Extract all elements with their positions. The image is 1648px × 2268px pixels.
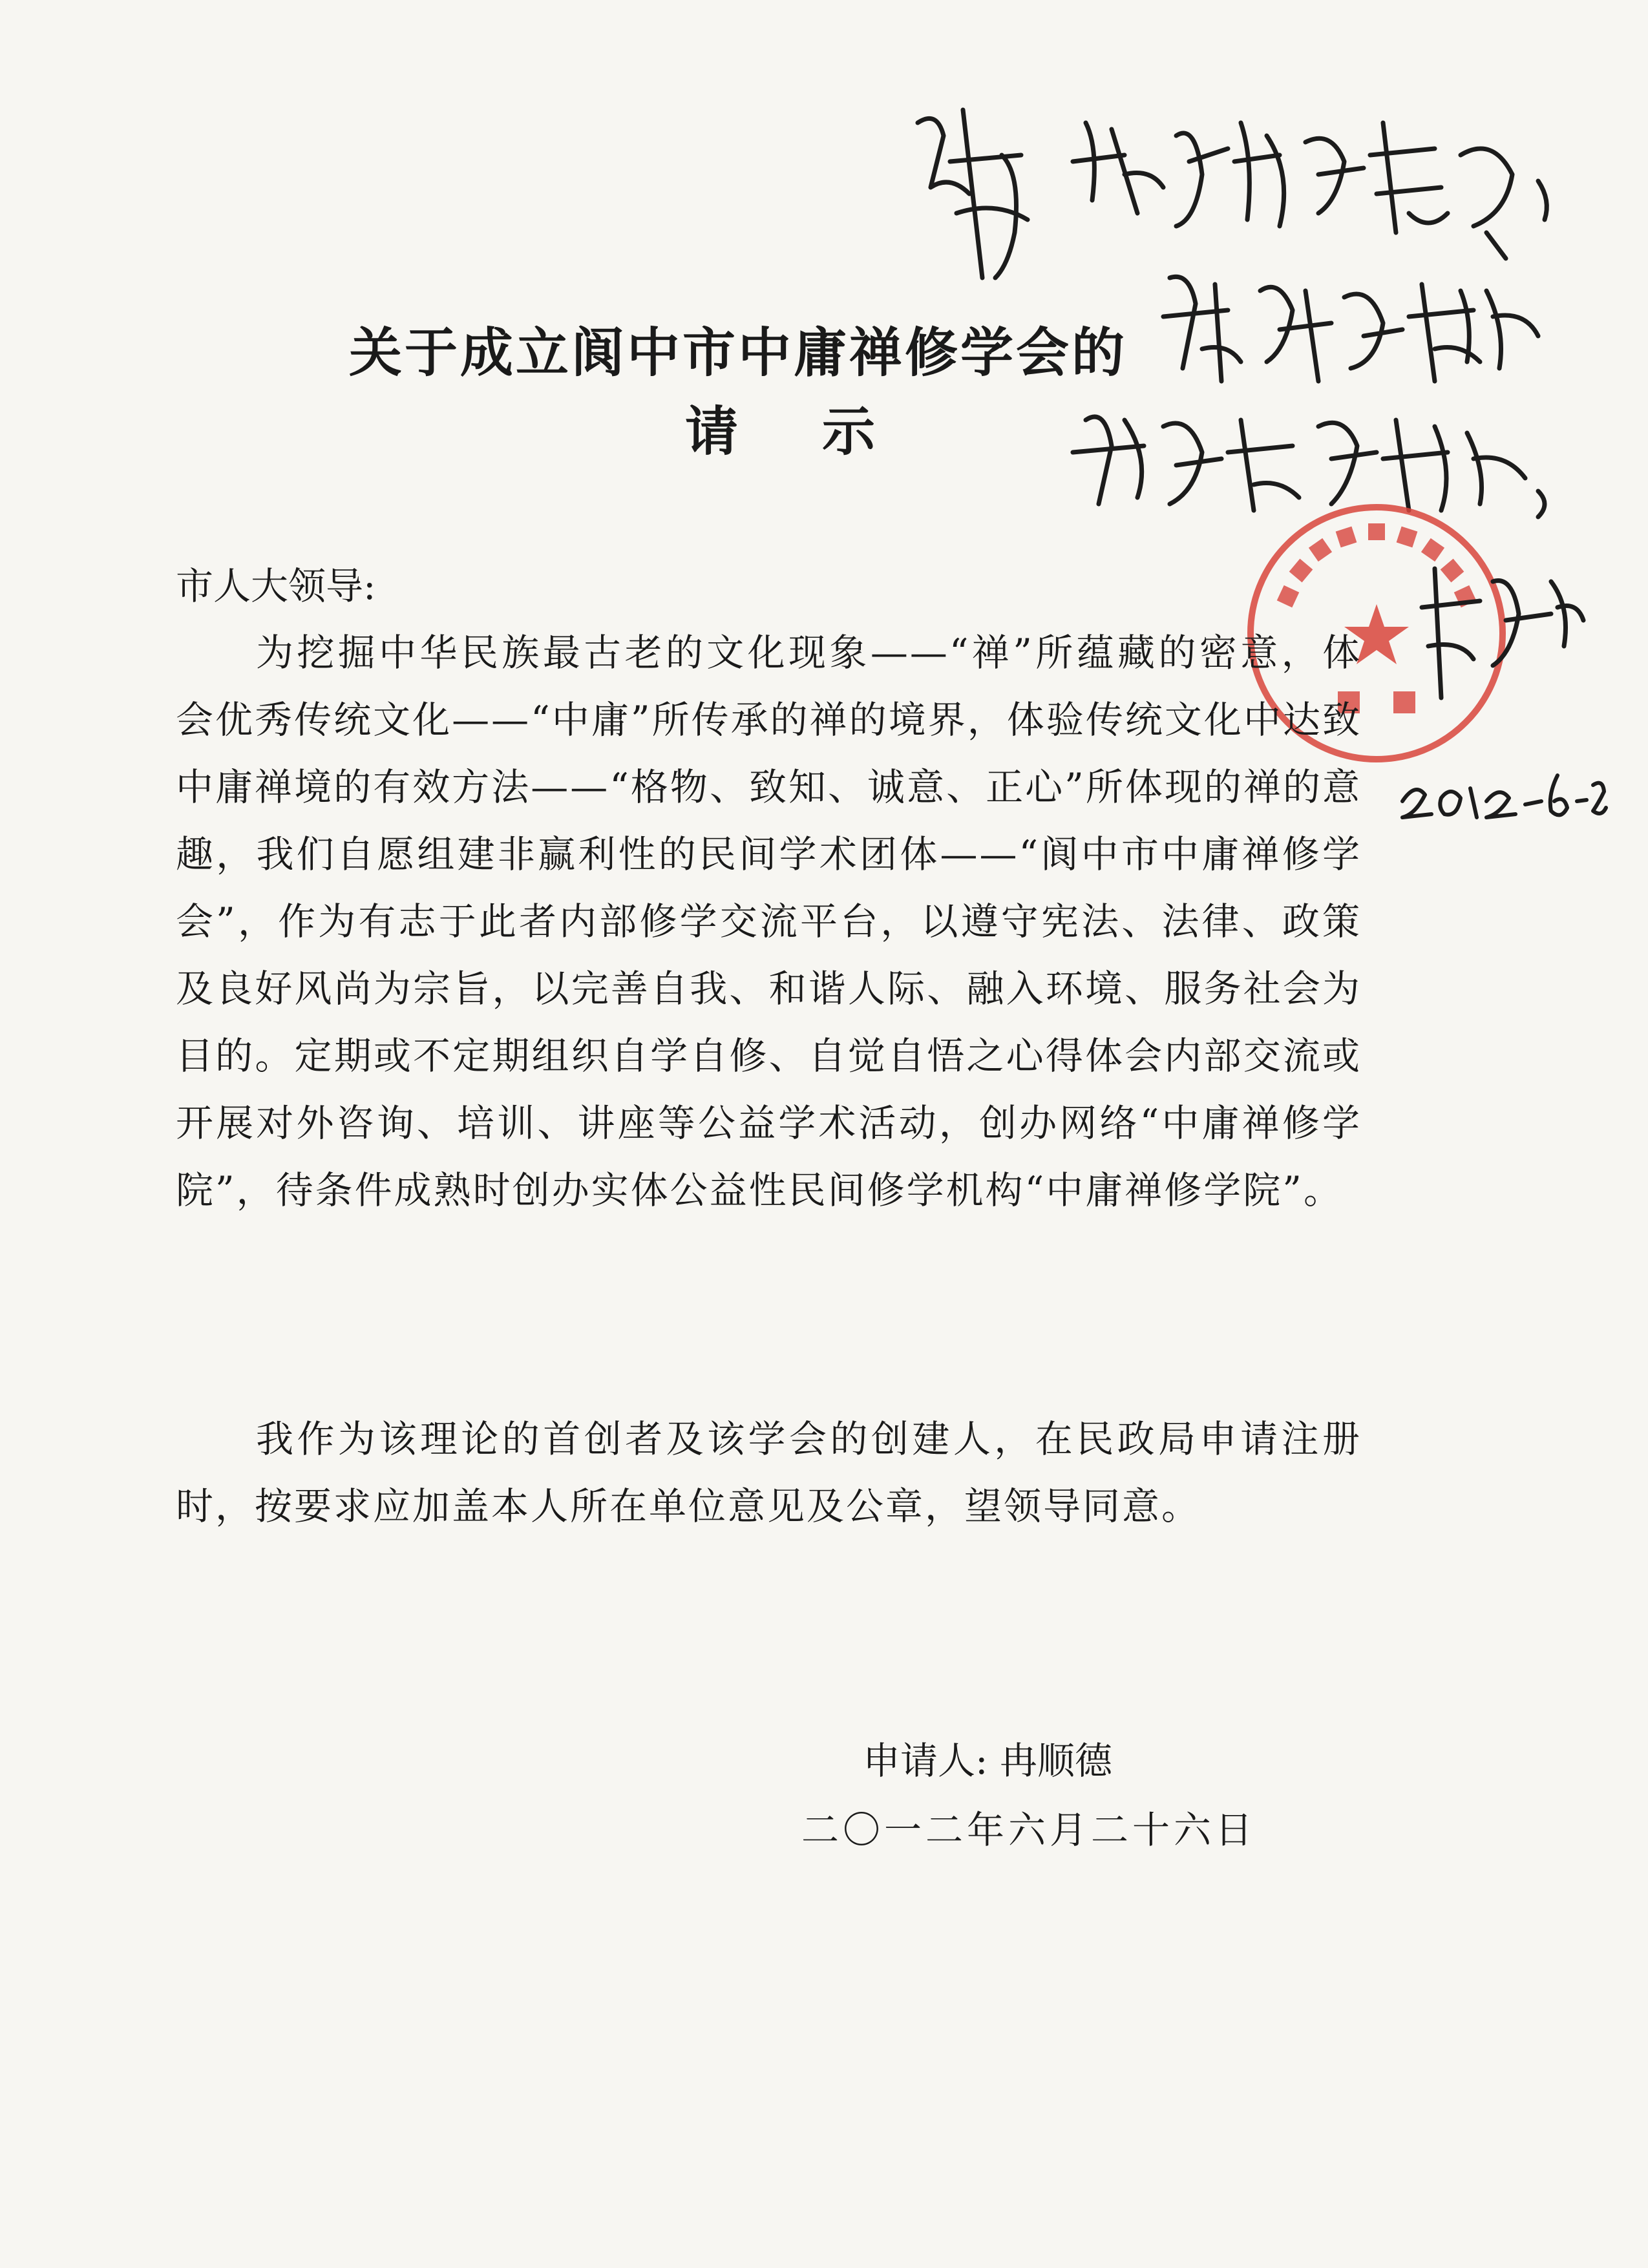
handwritten-date [1396, 750, 1609, 827]
body-paragraph-1: 为挖掘中华民族最古老的文化现象——“禅”所蕴藏的密意，体会优秀传统文化——“中庸”所传承的禅的境界，体验传统文化中达致中庸禅境的有效方法——“格物、致知、诚意、正心”所体现的禅的意趣，我们自愿组建非赢利性的民间学术团体——“阆中市中庸禅修学会”，作为有志于此者内部修学交流平台，以遵守宪法、法律、政策及良好风尚为宗旨，以完善自我、和谐人际、融入环境、服务社会为目的。定期或不定期组织自学自修、自觉自悟之心得体会内部交流或开展对外咨询、培训、讲座等公益学术活动，创办网络“中庸禅修学院”，待条件成熟时创办实体公益性民间修学机构“中庸禅修学院”。 [176, 631, 1362, 1212]
handwritten-signature [1409, 556, 1590, 711]
body-paragraph-2: 我作为该理论的首创者及该学会的创建人，在民政局申请注册时，按要求应加盖本人所在单位意见及公章，望领导同意。 [176, 1417, 1362, 1528]
applicant-line: 申请人: 冉顺德 [863, 1739, 1112, 1783]
document-date: 二〇一二年六月二十六日 [801, 1808, 1257, 1852]
document-title-line1: 关于成立阆中市中庸禅修学会的 [349, 322, 1128, 384]
salutation: 市人大领导: [176, 564, 376, 608]
document-title-line2: 请示 [685, 401, 960, 463]
